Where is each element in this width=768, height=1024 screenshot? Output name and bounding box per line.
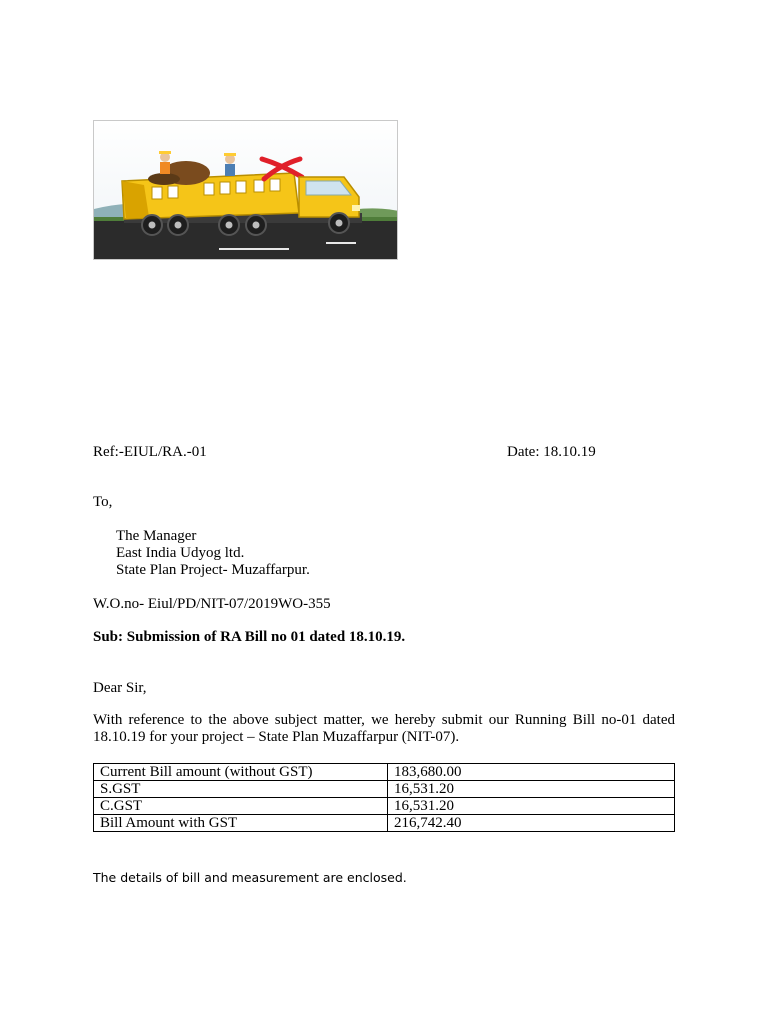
letter-date: Date: 18.10.19 xyxy=(507,444,596,460)
row-amount: 216,742.40 xyxy=(388,815,675,832)
addressee-line-2: East India Udyog ltd. xyxy=(116,545,245,561)
row-amount: 183,680.00 xyxy=(388,764,675,781)
table-row xyxy=(94,764,675,781)
salutation-to: To, xyxy=(93,494,113,510)
addressee-line-3: State Plan Project- Muzaffarpur. xyxy=(116,562,310,578)
bill-summary-table xyxy=(93,763,675,832)
table-row xyxy=(94,781,675,798)
dump-truck-icon xyxy=(94,121,398,260)
table-row xyxy=(94,815,675,832)
row-amount: 16,531.20 xyxy=(388,781,675,798)
work-order-number: W.O.no- Eiul/PD/NIT-07/2019WO-355 xyxy=(93,596,331,612)
greeting: Dear Sir, xyxy=(93,680,147,696)
subject-line: Sub: Submission of RA Bill no 01 dated 18.10.19. xyxy=(93,629,406,645)
reference-number: Ref:-EIUL/RA.-01 xyxy=(93,444,207,460)
body-paragraph: With reference to the above subject matter, we hereby submit our Running Bill no-01 dated 18.10.19 for your project – State Plan Muzaffarpur (NIT-07). xyxy=(93,712,675,745)
table-row xyxy=(94,798,675,815)
row-label: S.GST xyxy=(94,781,388,798)
truck-logo-image xyxy=(93,120,398,260)
row-label: Bill Amount with GST xyxy=(94,815,388,832)
enclosure-note: The details of bill and measurement are enclosed. xyxy=(93,870,407,885)
row-label: C.GST xyxy=(94,798,388,815)
row-label: Current Bill amount (without GST) xyxy=(94,764,388,781)
row-amount: 16,531.20 xyxy=(388,798,675,815)
addressee-line-1: The Manager xyxy=(116,528,197,544)
